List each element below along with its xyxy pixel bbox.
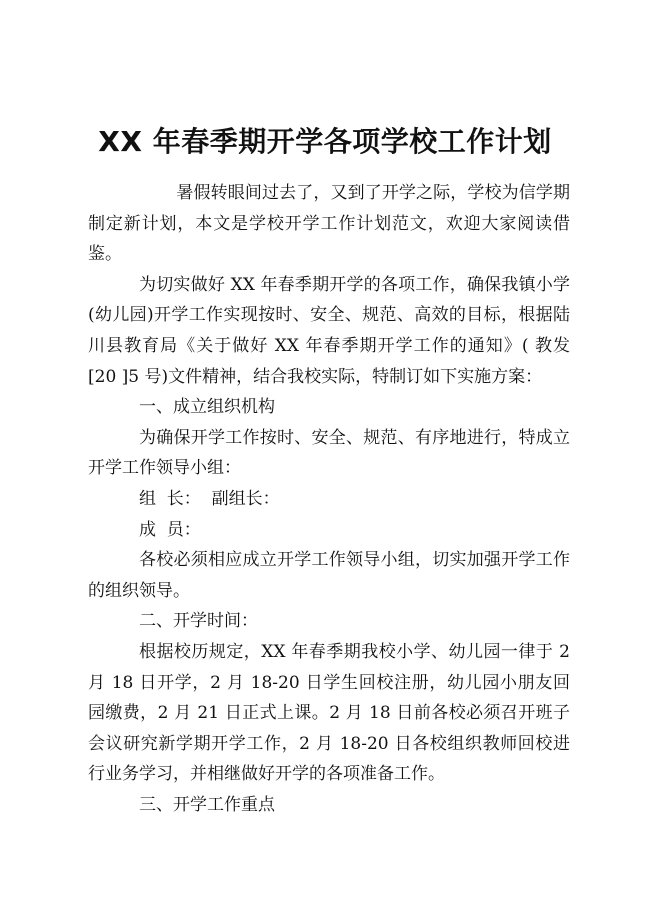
section-heading-priorities: 三、开学工作重点	[139, 794, 275, 815]
members-line: 成 员：	[139, 519, 201, 540]
organization-requirement-paragraph: 各校必须相应成立开学工作领导小组，切实加强开学工作的组织领导。	[88, 550, 570, 601]
leader-roles-line: 组 长： 副组长：	[139, 488, 280, 509]
document-title: XX 年春季期开学各项学校工作计划	[98, 125, 552, 158]
organization-paragraph: 为确保开学工作按时、安全、规范、有序地进行，特成立开学工作领导小组：	[88, 427, 570, 479]
section-heading-organization: 一、成立组织机构	[139, 397, 275, 418]
purpose-paragraph: 为切实做好 XX 年春季期开学的各项工作，确保我镇小学(幼儿园)开学工作实现按时、安全、规范、高效的目标，根据陆川县教育局《关于做好 XX 年春季期开学工作的通知》( 教发[20 ]5 号)文件精神，结合我校实际，特制订如下实施方案：	[88, 274, 570, 387]
schedule-paragraph: 根据校历规定，XX 年春季期我校小学、幼儿园一律于 2 月 18 日开学，2 月 18-20 日学生回校注册，幼儿园小朋友回园缴费，2 月 21 日正式上课。2 月 18 日前各校必须召开班子会议研究新学期开学工作，2 月 18-20 日各校组织教师回校进行业务学习，并相继做好开学的各项准备工作。	[88, 641, 570, 785]
intro-paragraph: 暑假转眼间过去了，又到了开学之际，学校为信学期制定新计划，本文是学校开学工作计划范文，欢迎大家阅读借鉴。	[88, 183, 570, 265]
document-body	[88, 178, 570, 820]
section-heading-schedule: 二、开学时间：	[139, 611, 258, 632]
